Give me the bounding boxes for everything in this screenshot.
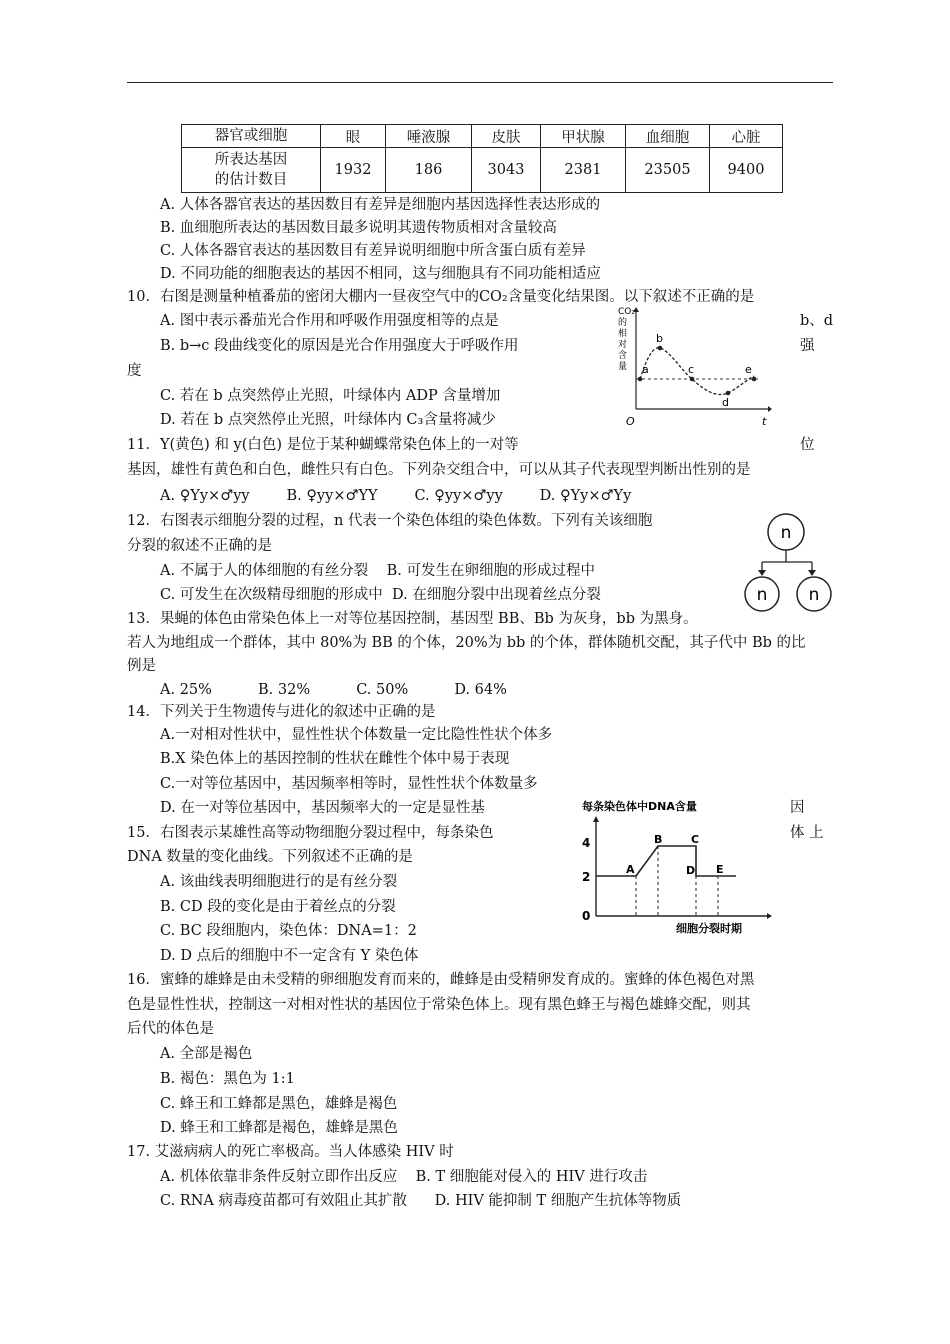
row-label-line-1: 所表达基因 [214,152,288,168]
q14-option-a: A.一对相对性状中，显性性状个体数量一定比隐性性状个体多 [160,727,553,743]
table-cell: 9400 [710,148,783,193]
row-label-line-2: 的估计数目 [214,172,288,188]
q13-stem-cont: 若人为地组成一个群体，其中 80%为 BB 的个体，20%为 bb 的个体，群体随机交配，其子代中 Bb 的比 [127,635,806,651]
gene-count-table [181,124,783,193]
q15-option-d: D. D 点后的细胞中不一定含有 Y 染色体 [160,948,419,964]
co2-point-c [690,377,695,382]
dna-y-tick-2: 2 [582,870,591,884]
q10-option-c: C. 若在 b 点突然停止光照，叶绿体内 ADP 含量增加 [160,388,501,404]
table-cell: 2381 [541,148,626,193]
dna-y-arrow [593,816,599,822]
q16-option-b: B. 褐色：黑色为 1:1 [160,1071,295,1087]
dna-figure-title: 每条染色体中DNA含量 [582,800,697,813]
arrowhead-right [808,570,816,576]
q14-option-d-tail: 因 [790,800,805,816]
arrowhead-left [758,570,766,576]
table-cell: 1932 [321,148,386,193]
q17-options-ab: A. 机体依靠非条件反射立即作出反应 B. T 细胞能对侵入的 HIV 进行攻击 [160,1169,648,1185]
co2-label-e: e [745,363,752,376]
q9-option-c: C. 人体各器官表达的基因数目有差异说明细胞中所含蛋白质有差异 [160,243,586,259]
q14-stem: 14．下列关于生物遗传与进化的叙述中正确的是 [127,704,436,720]
q16-stem: 16．蜜蜂的雄蜂是由未受精的卵细胞发育而来的，雌蜂是由受精卵发育成的。蜜蜂的体色褐色对黑 [127,972,755,988]
co2-curve [640,348,754,395]
q11-stem: 11．Y(黄色) 和 y(白色) 是位于某种蝴蝶常染色体上的一对等 [127,437,519,453]
q16-option-d: D. 蜂王和工蜂都是褐色，雄蜂是黑色 [160,1120,398,1136]
q16-option-a: A. 全部是褐色 [160,1046,253,1062]
q13-options: A. 25% B. 32% C. 50% D. 64% [160,682,507,698]
dna-label-a: A [626,863,635,876]
q10-option-b-cont: 度 [127,363,142,379]
table-header-cell: 心脏 [710,125,783,148]
q13-stem-cont2: 例是 [127,658,156,674]
dna-label-b: B [654,833,663,846]
q10-option-d: D. 若在 b 点突然停止光照，叶绿体内 C₃含量将减少 [160,412,496,428]
table-header-cell: 器官或细胞 [182,125,321,148]
co2-point-b [658,346,663,351]
q14-option-c: C.一对等位基因中，基因频率相等时，显性性状个体数量多 [160,776,538,792]
q15-stem-tail: 体 上 [790,825,824,841]
q15-option-c: C. BC 段细胞内，染色体：DNA=1：2 [160,923,417,939]
q10-stem: 10．右图是测量种植番茄的密闭大棚内一昼夜空气中的CO₂含量变化结果图。以下叙述不正确的是 [127,289,755,305]
co2-label-c: c [688,363,695,376]
q12-stem: 12．右图表示细胞分裂的过程，n 代表一个染色体组的染色体数。下列有关该细胞 [127,513,653,529]
q11-stem-cont: 基因，雄性有黄色和白色，雌性只有白色。下列杂交组合中，可以从其子代表现型判断出性别的是 [127,462,751,478]
co2-x-arrow [768,406,772,412]
q15-option-b: B. CD 段的变化是由于着丝点的分裂 [160,899,396,915]
co2-x-label: t [762,415,767,428]
q15-option-a: A. 该曲线表明细胞进行的是有丝分裂 [160,874,398,890]
table-header-cell: 唾液腺 [386,125,472,148]
co2-label-b: b [656,332,663,345]
dna-x-label: 细胞分裂时期 [676,922,742,935]
q12-options-cd: C. 可发生在次级精母细胞的形成中 D. 在细胞分裂中出现着丝点分裂 [160,587,601,603]
table-header-cell: 皮肤 [472,125,541,148]
q16-stem-cont: 色是显性性状，控制这一对相对性状的基因位于常染色体上。现有黑色蜂王与褐色雄蜂交配，则其 [127,997,751,1013]
q10-option-b-tail: 强 [800,338,815,354]
q11-stem-tail: 位 [800,437,815,453]
co2-point-d [726,391,731,396]
dna-label-e: E [716,863,724,876]
co2-origin-label: O [626,415,635,428]
co2-y-label: CO₂ 的相对含量 [618,307,635,372]
co2-point-a [638,377,643,382]
table-row [182,148,783,193]
q9-option-b: B. 血细胞所表达的基因数目最多说明其遗传物质相对含量较高 [160,220,557,236]
q9-option-a: A. 人体各器官表达的基因数目有差异是细胞内基因选择性表达形成的 [160,197,601,213]
dna-y-tick-4: 4 [582,836,591,850]
parent-cell-label: n [780,523,792,543]
dna-curve [596,846,736,876]
q15-stem: 15．右图表示某雄性高等动物细胞分裂过程中，每条染色 [127,825,494,841]
q14-option-d: D. 在一对等位基因中，基因频率大的一定是显性基 [160,800,485,816]
co2-curve-figure [612,306,772,430]
header-rule [127,82,833,83]
q10-option-a-tail: b、d [800,313,834,329]
q16-stem-cont2: 后代的体色是 [127,1021,214,1037]
q13-stem: 13．果蝇的体色由常染色体上一对等位基因控制，基因型 BB、Bb 为灰身，bb 为黑身。 [127,611,698,627]
q17-options-cd: C. RNA 病毒疫苗都可有效阻止其扩散 D. HIV 能抑制 T 细胞产生抗体等物质 [160,1193,682,1209]
co2-label-a: a [642,363,649,376]
q12-stem-cont: 分裂的叙述不正确的是 [127,538,272,554]
dna-content-figure [578,794,788,936]
q16-option-c: C. 蜂王和工蜂都是黑色，雄蜂是褐色 [160,1096,398,1112]
dna-label-d: D [686,864,696,877]
table-header-cell: 眼 [321,125,386,148]
q9-option-d: D. 不同功能的细胞表达的基因不相同，这与细胞具有不同功能相适应 [160,266,601,282]
cell-division-figure [742,512,838,616]
q17-stem: 17. 艾滋病病人的死亡率极高。当人体感染 HIV 时 [127,1144,454,1160]
q12-options-ab: A. 不属于人的体细胞的有丝分裂 B. 可发生在卵细胞的形成过程中 [160,563,595,579]
q11-options: A. ♀Yy×♂yy B. ♀yy×♂YY C. ♀yy×♂yy D. ♀Yy×♂Yy [160,488,632,504]
dna-x-arrow [767,913,772,919]
q10-option-a: A. 图中表示番茄光合作用和呼吸作用强度相等的点是 [160,313,499,329]
table-cell: 3043 [472,148,541,193]
table-header-cell: 甲状腺 [541,125,626,148]
q15-stem-cont: DNA 数量的变化曲线。下列叙述不正确的是 [127,849,413,865]
daughter-cell-left-label: n [756,585,768,605]
dna-y-tick-0: 0 [582,909,591,923]
q14-option-b: B.X 染色体上的基因控制的性状在雌性个体中易于表现 [160,751,510,767]
table-cell: 186 [386,148,472,193]
daughter-cell-right-label: n [808,585,820,605]
co2-label-d: d [722,396,729,409]
dna-label-c: C [691,833,700,846]
table-header-row [182,125,783,148]
co2-point-e [752,377,757,382]
q10-option-b: B. b→c 段曲线变化的原因是光合作用强度大于呼吸作用 [160,338,519,354]
table-row-label [182,148,321,193]
table-header-cell: 血细胞 [626,125,710,148]
table-cell: 23505 [626,148,710,193]
